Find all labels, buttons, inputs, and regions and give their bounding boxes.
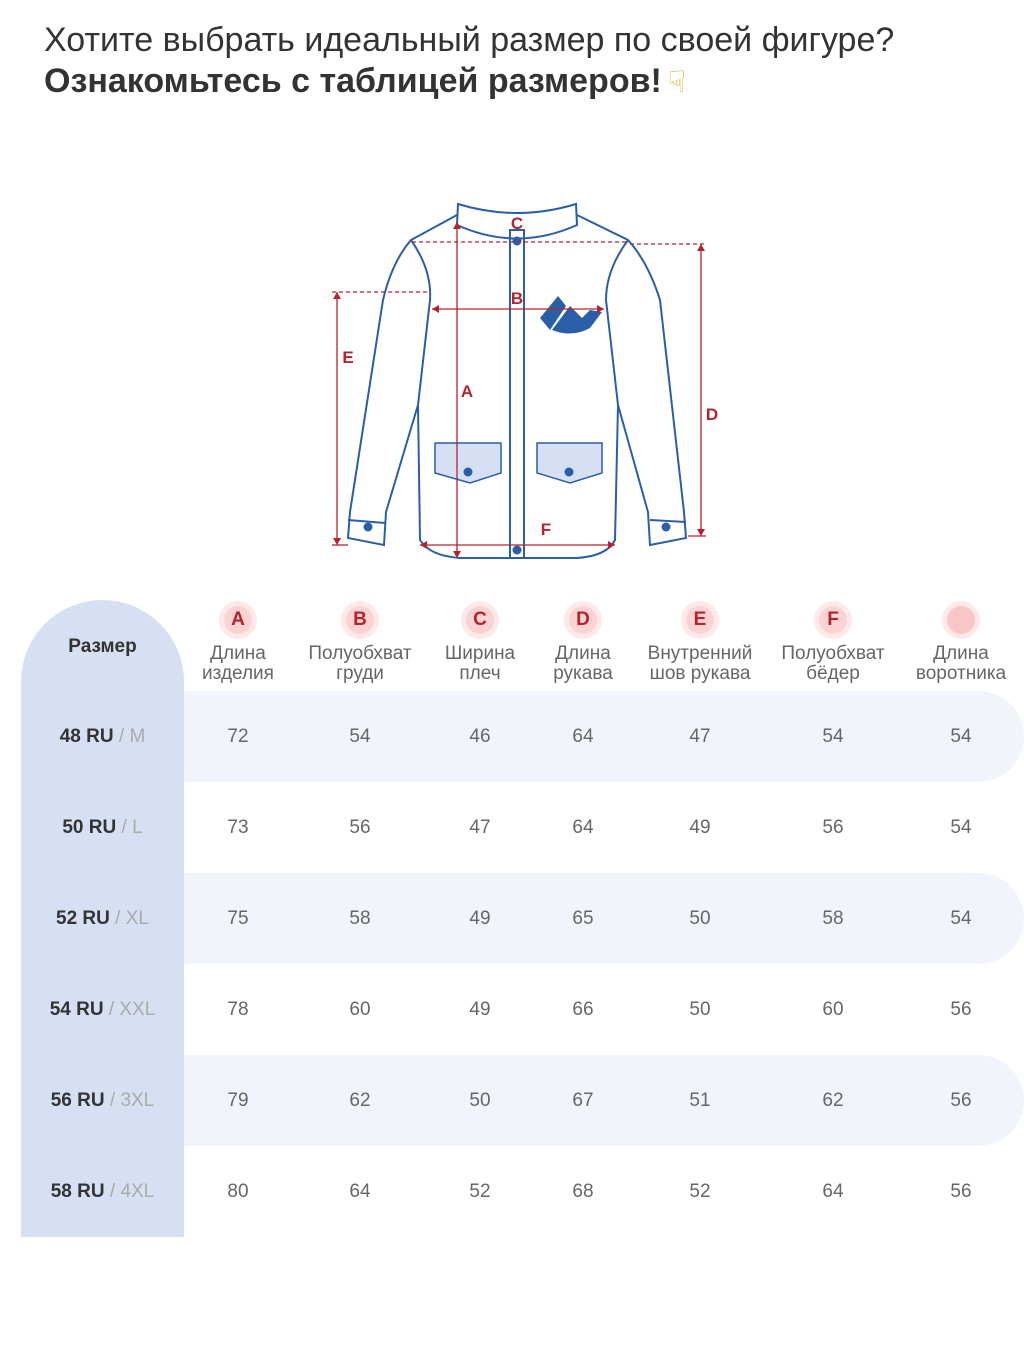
table-cell: 50 xyxy=(689,908,711,929)
right-cuff-button xyxy=(662,523,671,532)
column-header-b xyxy=(290,606,430,684)
table-cell: 58 xyxy=(822,908,844,929)
table-cell: 79 xyxy=(227,1090,249,1111)
size-intl: / L xyxy=(116,817,143,838)
size-ru: 58 RU xyxy=(50,1181,105,1202)
badge-d: D xyxy=(569,606,597,634)
label-b: B xyxy=(510,289,524,308)
table-cell: 66 xyxy=(572,999,594,1020)
left-pocket xyxy=(435,443,501,483)
table-cell: 56 xyxy=(349,817,371,838)
table-cell: 47 xyxy=(689,726,711,747)
table-cell: 49 xyxy=(469,999,491,1020)
collar-button xyxy=(513,237,522,246)
mountain-logo-icon xyxy=(540,296,602,334)
size-intl: / M xyxy=(113,726,146,747)
table-cell: 47 xyxy=(469,817,491,838)
table-cell: 68 xyxy=(572,1181,594,1202)
badge-b: B xyxy=(346,606,374,634)
pointing-down-hand-icon: ☟ xyxy=(667,65,687,101)
size-ru: 54 RU xyxy=(49,999,104,1020)
label-a: A xyxy=(460,382,474,401)
badge-c: C xyxy=(466,606,494,634)
badge-e: E xyxy=(686,606,714,634)
left-pocket-button xyxy=(464,468,473,477)
title-line-2 xyxy=(44,60,1004,104)
table-row-size xyxy=(21,999,184,1021)
right-pocket xyxy=(537,443,602,483)
badge-collar xyxy=(947,606,975,634)
table-cell: 73 xyxy=(227,817,249,838)
size-ru: 52 RU xyxy=(56,908,110,929)
column-label: Ширина плеч xyxy=(444,643,516,684)
size-intl: / 4XL xyxy=(104,1181,155,1202)
table-cell: 56 xyxy=(950,999,972,1020)
label-e: E xyxy=(342,348,354,367)
column-label: Полуобхват груди xyxy=(308,643,412,684)
table-cell: 54 xyxy=(950,908,972,929)
table-cell: 50 xyxy=(689,999,711,1020)
size-ru: 50 RU xyxy=(62,817,117,838)
table-cell: 49 xyxy=(469,908,491,929)
table-cell: 52 xyxy=(469,1181,491,1202)
size-column-header: Размер xyxy=(68,636,137,657)
column-label: Длина воротника xyxy=(915,643,1007,684)
table-cell: 49 xyxy=(689,817,711,838)
label-f: F xyxy=(540,520,552,539)
left-armhole xyxy=(411,240,430,405)
table-cell: 50 xyxy=(469,1090,491,1111)
right-cuff xyxy=(650,520,686,522)
table-cell: 60 xyxy=(822,999,844,1020)
size-intl: / 3XL xyxy=(104,1090,155,1111)
table-cell: 62 xyxy=(822,1090,844,1111)
table-cell: 64 xyxy=(822,1181,844,1202)
size-ru: 56 RU xyxy=(50,1090,105,1111)
table-cell: 54 xyxy=(822,726,844,747)
table-cell: 52 xyxy=(689,1181,711,1202)
size-ru: 48 RU xyxy=(59,726,114,747)
column-header-f xyxy=(763,606,903,684)
title-line-1: Хотите выбрать идеальный размер по своей фигуре? xyxy=(44,21,895,59)
badge-a: A xyxy=(224,606,252,634)
table-row-size xyxy=(21,908,184,930)
label-d: D xyxy=(705,405,719,424)
table-cell: 54 xyxy=(349,726,371,747)
table-cell: 56 xyxy=(950,1090,972,1111)
table-cell: 67 xyxy=(572,1090,594,1111)
table-row-size xyxy=(21,726,184,748)
table-cell: 78 xyxy=(227,999,249,1020)
badge-f: F xyxy=(819,606,847,634)
jacket-diagram xyxy=(300,185,720,575)
table-cell: 62 xyxy=(349,1090,371,1111)
table-cell: 56 xyxy=(950,1181,972,1202)
table-cell: 58 xyxy=(349,908,371,929)
column-header-collar xyxy=(891,606,1024,684)
table-cell: 54 xyxy=(950,817,972,838)
hem-button xyxy=(513,546,522,555)
table-row-size xyxy=(21,1090,184,1112)
column-label: Длина изделия xyxy=(202,643,274,684)
jacket-body xyxy=(348,215,686,558)
column-label: Внутренний шов рукава xyxy=(647,643,753,684)
page-title xyxy=(44,20,1004,104)
table-row-size xyxy=(21,1181,184,1203)
table-cell: 64 xyxy=(572,817,594,838)
title-line-2-text: Ознакомьтесь с таблицей размеров! xyxy=(44,62,662,100)
left-cuff-button xyxy=(364,523,373,532)
table-cell: 64 xyxy=(349,1181,371,1202)
label-c: C xyxy=(510,214,524,233)
column-label: Полуобхват бёдер xyxy=(781,643,885,684)
table-cell: 72 xyxy=(227,726,249,747)
column-header-a xyxy=(168,606,308,684)
table-cell: 75 xyxy=(227,908,249,929)
right-pocket-button xyxy=(565,468,574,477)
column-header-e xyxy=(630,606,770,684)
column-label: Длина рукава xyxy=(553,643,613,684)
left-cuff xyxy=(348,520,385,523)
table-cell: 80 xyxy=(227,1181,249,1202)
placket xyxy=(510,230,524,558)
size-intl: / XXL xyxy=(103,999,156,1020)
table-cell: 54 xyxy=(950,726,972,747)
table-cell: 51 xyxy=(689,1090,711,1111)
table-row-size xyxy=(21,817,184,839)
table-cell: 65 xyxy=(572,908,594,929)
table-cell: 64 xyxy=(572,726,594,747)
table-cell: 46 xyxy=(469,726,491,747)
size-intl: / XL xyxy=(109,908,149,929)
table-cell: 60 xyxy=(349,999,371,1020)
right-armhole xyxy=(606,240,628,405)
table-cell: 56 xyxy=(822,817,844,838)
